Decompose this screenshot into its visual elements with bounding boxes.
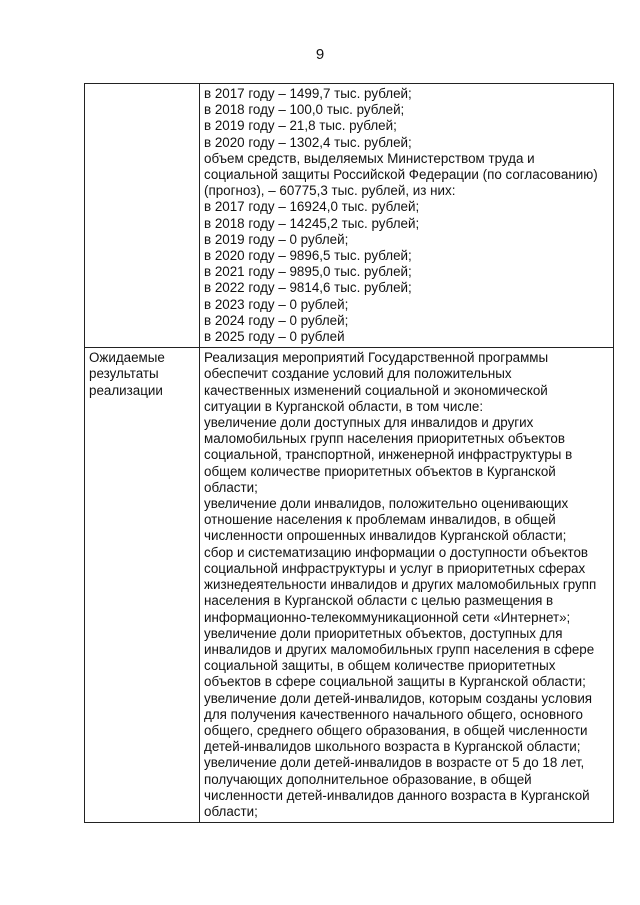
content-line: в 2020 году – 9896,5 тыс. рублей; <box>204 248 412 264</box>
label-line: реализации <box>89 382 163 398</box>
content-line: увеличение доли инвалидов, положительно оценивающих <box>204 496 569 512</box>
label-line: результаты <box>89 366 159 382</box>
content-line: в 2018 году – 14245,2 тыс. рублей; <box>204 215 420 231</box>
label-line: Ожидаемые <box>89 350 165 366</box>
content-line: численности детей-инвалидов данного возраста в Курганской <box>204 787 590 803</box>
content-line: области; <box>204 803 258 819</box>
content-line: в 2017 году – 16924,0 тыс. рублей; <box>204 199 420 215</box>
content-line: маломобильных групп населения приоритетных объектов <box>204 431 565 447</box>
content-line: получающих дополнительное образование, в общей <box>204 771 532 787</box>
content-line: объем средств, выделяемых Министерством труда и <box>204 150 535 166</box>
page-number: 9 <box>315 46 325 63</box>
content-line: общего, среднего общего образования, в общей численности <box>204 722 588 738</box>
content-line: в 2022 году – 9814,6 тыс. рублей; <box>204 280 412 296</box>
row-label-cell <box>85 348 200 823</box>
content-line: сбор и систематизацию информации о доступности объектов <box>204 544 589 560</box>
content-line: информационно-телекоммуникационной сети «Интернет»; <box>204 609 571 625</box>
content-line: в 2019 году – 21,8 тыс. рублей; <box>204 118 397 134</box>
row-content-cell <box>200 84 614 348</box>
content-line: населения в Курганской области с целью размещения в <box>204 593 554 609</box>
content-line: увеличение доли приоритетных объектов, доступных для <box>204 625 563 641</box>
content-line: социальной инфраструктуры и услуг в приоритетных сферах <box>204 560 586 576</box>
content-line: численности опрошенных инвалидов Курганской области; <box>204 528 567 544</box>
content-line: социальной защиты, в общем количестве приоритетных <box>204 658 556 674</box>
content-line: в 2018 году – 100,0 тыс. рублей; <box>204 102 405 118</box>
content-line: общем количестве приоритетных объектов в Курганской <box>204 463 556 479</box>
content-line: Реализация мероприятий Государственной программы <box>204 350 549 366</box>
row-label-cell <box>85 84 200 348</box>
content-line: социальной защиты Российской Федерации (по согласованию) <box>204 167 598 183</box>
content-line: в 2024 году – 0 рублей; <box>204 312 349 328</box>
content-line: объектов в сфере социальной защиты в Курганской области; <box>204 674 586 690</box>
content-line: социальной, транспортной, инженерной инфраструктуры в <box>204 447 573 463</box>
program-passport-table <box>84 83 614 823</box>
content-line: обеспечит создание условий для положительных <box>204 366 512 382</box>
content-line: инвалидов и других маломобильных групп населения в сфере <box>204 641 595 657</box>
content-line: увеличение доли доступных для инвалидов и других <box>204 415 534 431</box>
content-line: жизнедеятельности инвалидов и других маломобильных групп <box>204 577 597 593</box>
content-line: в 2023 году – 0 рублей; <box>204 296 349 312</box>
content-line: в 2017 году – 1499,7 тыс. рублей; <box>204 86 412 101</box>
content-line: для получения качественного начального общего, основного <box>204 706 583 722</box>
content-line: увеличение доли детей-инвалидов в возрасте от 5 до 18 лет, <box>204 755 585 771</box>
table-row <box>85 84 614 348</box>
row-content-cell <box>200 348 614 823</box>
content-line: в 2020 году – 1302,4 тыс. рублей; <box>204 134 412 150</box>
content-line: (прогноз), – 60775,3 тыс. рублей, из них: <box>204 183 456 199</box>
content-line: отношение населения к проблемам инвалидов, в общей <box>204 512 556 528</box>
table-row <box>85 348 614 823</box>
content-line: области; <box>204 479 258 495</box>
content-line: в 2025 году – 0 рублей <box>204 329 345 345</box>
content-line: в 2021 году – 9895,0 тыс. рублей; <box>204 264 412 280</box>
content-line: увеличение доли детей-инвалидов, которым созданы условия <box>204 690 593 706</box>
content-line: в 2019 году – 0 рублей; <box>204 231 349 247</box>
content-line: детей-инвалидов школьного возраста в Курганской области; <box>204 739 581 755</box>
content-line: качественных изменений социальной и экономической <box>204 382 548 398</box>
content-line: ситуации в Курганской области, в том числе: <box>204 398 484 414</box>
